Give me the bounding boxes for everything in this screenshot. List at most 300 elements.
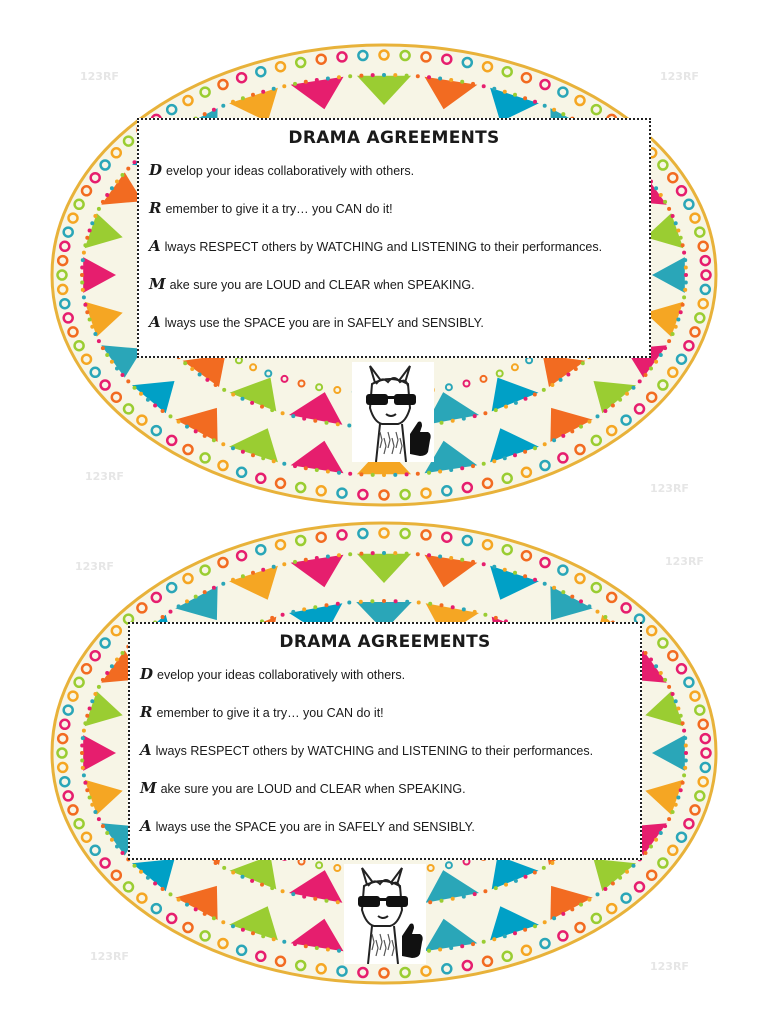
string-dot bbox=[90, 803, 94, 807]
string-dot bbox=[492, 565, 496, 569]
string-dot bbox=[82, 729, 86, 733]
string-dot bbox=[315, 468, 319, 472]
string-dot bbox=[304, 944, 308, 948]
string-dot bbox=[416, 552, 420, 556]
string-dot bbox=[632, 386, 636, 390]
string-dot bbox=[542, 388, 546, 392]
string-dot bbox=[81, 766, 85, 770]
string-dot bbox=[183, 361, 187, 365]
string-dot bbox=[304, 558, 308, 562]
string-dot bbox=[473, 414, 477, 418]
string-dot bbox=[574, 367, 578, 371]
watermark: 123RF bbox=[665, 555, 704, 568]
string-dot bbox=[427, 949, 431, 953]
watermark: 123RF bbox=[90, 950, 129, 963]
string-dot bbox=[212, 438, 216, 442]
string-dot bbox=[315, 946, 319, 950]
string-dot bbox=[105, 193, 109, 197]
string-dot bbox=[417, 601, 421, 605]
string-dot bbox=[326, 470, 330, 474]
string-dot bbox=[83, 243, 87, 247]
string-dot bbox=[471, 82, 475, 86]
rule-text: lways use the SPACE you are in SAFELY and SENSIBLY. bbox=[164, 316, 484, 330]
rules-list bbox=[140, 664, 630, 854]
string-dot bbox=[115, 180, 119, 184]
string-dot bbox=[674, 325, 678, 329]
string-dot bbox=[494, 616, 498, 620]
watermark: 123RF bbox=[85, 470, 124, 483]
string-dot bbox=[393, 551, 397, 555]
string-dot bbox=[533, 393, 537, 397]
string-dot bbox=[282, 84, 286, 88]
string-dot bbox=[337, 75, 341, 79]
string-dot bbox=[579, 599, 583, 603]
string-dot bbox=[451, 419, 455, 423]
string-dot bbox=[649, 845, 653, 849]
rule-initial: R bbox=[140, 703, 153, 721]
string-dot bbox=[566, 373, 570, 377]
string-dot bbox=[251, 931, 255, 935]
string-dot bbox=[221, 920, 225, 924]
string-dot bbox=[667, 207, 671, 211]
string-dot bbox=[203, 912, 207, 916]
string-dot bbox=[492, 937, 496, 941]
watermark: 123RF bbox=[660, 70, 699, 83]
rule-item bbox=[149, 160, 639, 198]
string-dot bbox=[90, 325, 94, 329]
rule-item bbox=[140, 664, 630, 702]
string-dot bbox=[88, 796, 92, 800]
string-dot bbox=[185, 903, 189, 907]
watermark: 123RF bbox=[650, 960, 689, 973]
string-dot bbox=[667, 685, 671, 689]
string-dot bbox=[671, 810, 675, 814]
string-dot bbox=[161, 887, 165, 891]
string-dot bbox=[81, 736, 85, 740]
string-dot bbox=[428, 602, 432, 606]
string-dot bbox=[471, 560, 475, 564]
string-dot bbox=[81, 258, 85, 262]
string-dot bbox=[649, 367, 653, 371]
string-dot bbox=[359, 600, 363, 604]
string-dot bbox=[121, 651, 125, 655]
string-dot bbox=[126, 167, 130, 171]
string-dot bbox=[561, 590, 565, 594]
string-dot bbox=[684, 281, 688, 285]
string-dot bbox=[270, 408, 274, 412]
string-dot bbox=[674, 699, 678, 703]
sunglasses-left bbox=[366, 394, 388, 405]
string-dot bbox=[115, 658, 119, 662]
string-dot bbox=[93, 332, 97, 336]
string-dot bbox=[304, 466, 308, 470]
rule-text: ake sure you are LOUD and CLEAR when SPEAKING. bbox=[160, 782, 466, 796]
string-dot bbox=[679, 788, 683, 792]
string-dot bbox=[427, 471, 431, 475]
agreements-panel bbox=[128, 622, 642, 860]
string-dot bbox=[241, 397, 245, 401]
string-dot bbox=[683, 766, 687, 770]
string-dot bbox=[97, 685, 101, 689]
agreement-card-bottom bbox=[0, 518, 768, 988]
string-dot bbox=[440, 421, 444, 425]
string-dot bbox=[543, 920, 547, 924]
string-dot bbox=[169, 414, 173, 418]
string-dot bbox=[676, 318, 680, 322]
string-dot bbox=[293, 560, 297, 564]
rule-initial: R bbox=[149, 199, 162, 217]
string-dot bbox=[438, 470, 442, 474]
string-dot bbox=[90, 221, 94, 225]
string-dot bbox=[659, 193, 663, 197]
sunglasses-right bbox=[394, 394, 416, 405]
string-dot bbox=[494, 886, 498, 890]
string-dot bbox=[542, 866, 546, 870]
string-dot bbox=[596, 892, 600, 896]
string-dot bbox=[194, 907, 198, 911]
string-dot bbox=[348, 552, 352, 556]
string-dot bbox=[370, 599, 374, 603]
string-dot bbox=[115, 845, 119, 849]
string-dot bbox=[80, 266, 84, 270]
string-dot bbox=[348, 74, 352, 78]
string-dot bbox=[101, 200, 105, 204]
string-dot bbox=[533, 578, 537, 582]
sunglasses-left bbox=[358, 896, 380, 907]
string-dot bbox=[676, 707, 680, 711]
rule-initial: D bbox=[140, 665, 154, 683]
string-dot bbox=[405, 600, 409, 604]
string-dot bbox=[214, 383, 218, 387]
string-dot bbox=[139, 870, 143, 874]
string-dot bbox=[503, 456, 507, 460]
string-dot bbox=[169, 892, 173, 896]
string-dot bbox=[281, 889, 285, 893]
string-dot bbox=[579, 903, 583, 907]
string-dot bbox=[203, 112, 207, 116]
string-dot bbox=[110, 186, 114, 190]
string-dot bbox=[281, 613, 285, 617]
string-dot bbox=[337, 471, 341, 475]
string-dot bbox=[427, 553, 431, 557]
string-dot bbox=[121, 173, 125, 177]
string-dot bbox=[681, 303, 685, 307]
string-dot bbox=[371, 551, 375, 555]
string-dot bbox=[570, 429, 574, 433]
string-dot bbox=[212, 586, 216, 590]
string-dot bbox=[90, 699, 94, 703]
string-dot bbox=[579, 425, 583, 429]
string-dot bbox=[683, 258, 687, 262]
string-dot bbox=[105, 353, 109, 357]
string-dot bbox=[671, 214, 675, 218]
string-dot bbox=[85, 310, 89, 314]
string-dot bbox=[603, 409, 607, 413]
string-dot bbox=[659, 353, 663, 357]
string-dot bbox=[315, 556, 319, 560]
string-dot bbox=[281, 411, 285, 415]
string-dot bbox=[681, 243, 685, 247]
string-dot bbox=[533, 871, 537, 875]
string-dot bbox=[587, 604, 591, 608]
string-dot bbox=[471, 464, 475, 468]
string-dot bbox=[231, 446, 235, 450]
watermark: 123RF bbox=[650, 482, 689, 495]
string-dot bbox=[482, 562, 486, 566]
string-dot bbox=[205, 378, 209, 382]
string-dot bbox=[359, 552, 363, 556]
string-dot bbox=[625, 870, 629, 874]
string-dot bbox=[684, 744, 688, 748]
string-dot bbox=[251, 453, 255, 457]
string-dot bbox=[146, 398, 150, 402]
sunglasses-bridge bbox=[386, 396, 396, 399]
string-dot bbox=[524, 875, 528, 879]
string-dot bbox=[371, 473, 375, 477]
string-dot bbox=[325, 899, 329, 903]
sunglasses-right bbox=[386, 896, 408, 907]
string-dot bbox=[110, 664, 114, 668]
string-dot bbox=[221, 582, 225, 586]
string-dot bbox=[523, 928, 527, 932]
string-dot bbox=[313, 897, 317, 901]
string-dot bbox=[449, 556, 453, 560]
string-dot bbox=[427, 75, 431, 79]
rule-text: lways use the SPACE you are in SAFELY and SENSIBLY. bbox=[155, 820, 475, 834]
string-dot bbox=[382, 473, 386, 477]
string-dot bbox=[682, 295, 686, 299]
string-dot bbox=[682, 773, 686, 777]
string-dot bbox=[291, 414, 295, 418]
string-dot bbox=[282, 462, 286, 466]
string-dot bbox=[133, 386, 137, 390]
string-dot bbox=[596, 610, 600, 614]
string-dot bbox=[632, 864, 636, 868]
string-dot bbox=[153, 404, 157, 408]
string-dot bbox=[250, 401, 254, 405]
string-dot bbox=[649, 658, 653, 662]
string-dot bbox=[177, 898, 181, 902]
string-dot bbox=[198, 373, 202, 377]
string-dot bbox=[654, 664, 658, 668]
string-dot bbox=[115, 367, 119, 371]
string-dot bbox=[552, 438, 556, 442]
string-dot bbox=[514, 401, 518, 405]
string-dot bbox=[82, 251, 86, 255]
string-dot bbox=[550, 861, 554, 865]
string-dot bbox=[438, 555, 442, 559]
rules-list bbox=[149, 160, 639, 350]
string-dot bbox=[663, 824, 667, 828]
string-dot bbox=[550, 383, 554, 387]
string-dot bbox=[133, 864, 137, 868]
rule-text: emember to give it a try… you CAN do it! bbox=[156, 706, 384, 720]
string-dot bbox=[293, 942, 297, 946]
agreement-card-top bbox=[0, 40, 768, 510]
string-dot bbox=[663, 200, 667, 204]
string-dot bbox=[203, 590, 207, 594]
string-dot bbox=[81, 288, 85, 292]
rule-item bbox=[140, 702, 630, 740]
string-dot bbox=[581, 361, 585, 365]
string-dot bbox=[302, 607, 306, 611]
rule-initial: M bbox=[140, 779, 157, 797]
string-dot bbox=[438, 77, 442, 81]
string-dot bbox=[371, 73, 375, 77]
string-dot bbox=[503, 934, 507, 938]
string-dot bbox=[241, 875, 245, 879]
string-dot bbox=[684, 266, 688, 270]
string-dot bbox=[194, 429, 198, 433]
string-dot bbox=[683, 288, 687, 292]
string-dot bbox=[282, 940, 286, 944]
string-dot bbox=[473, 610, 477, 614]
string-dot bbox=[97, 817, 101, 821]
string-dot bbox=[451, 605, 455, 609]
string-dot bbox=[638, 379, 642, 383]
string-dot bbox=[514, 879, 518, 883]
rule-initial: M bbox=[149, 275, 166, 293]
string-dot bbox=[625, 392, 629, 396]
string-dot bbox=[552, 916, 556, 920]
string-dot bbox=[492, 459, 496, 463]
string-dot bbox=[241, 450, 245, 454]
string-dot bbox=[153, 882, 157, 886]
string-dot bbox=[471, 942, 475, 946]
string-dot bbox=[272, 87, 276, 91]
string-dot bbox=[293, 464, 297, 468]
card-title: DRAMA AGREEMENTS bbox=[288, 128, 500, 148]
string-dot bbox=[110, 360, 114, 364]
string-dot bbox=[222, 388, 226, 392]
string-dot bbox=[504, 405, 508, 409]
string-dot bbox=[251, 93, 255, 97]
string-dot bbox=[654, 838, 658, 842]
string-dot bbox=[302, 417, 306, 421]
string-dot bbox=[203, 434, 207, 438]
string-dot bbox=[460, 466, 464, 470]
string-dot bbox=[451, 897, 455, 901]
string-dot bbox=[570, 595, 574, 599]
string-dot bbox=[382, 551, 386, 555]
string-dot bbox=[347, 424, 351, 428]
string-dot bbox=[221, 442, 225, 446]
string-dot bbox=[251, 571, 255, 575]
string-dot bbox=[80, 273, 84, 277]
string-dot bbox=[93, 810, 97, 814]
string-dot bbox=[681, 781, 685, 785]
string-dot bbox=[80, 759, 84, 763]
string-dot bbox=[460, 80, 464, 84]
string-dot bbox=[684, 759, 688, 763]
string-dot bbox=[121, 851, 125, 855]
string-dot bbox=[139, 392, 143, 396]
string-dot bbox=[676, 229, 680, 233]
string-dot bbox=[482, 940, 486, 944]
string-dot bbox=[513, 931, 517, 935]
string-dot bbox=[460, 558, 464, 562]
string-dot bbox=[101, 824, 105, 828]
string-dot bbox=[282, 562, 286, 566]
string-dot bbox=[85, 788, 89, 792]
string-dot bbox=[241, 928, 245, 932]
rule-item bbox=[149, 236, 639, 274]
string-dot bbox=[659, 671, 663, 675]
string-dot bbox=[674, 803, 678, 807]
string-dot bbox=[449, 78, 453, 82]
string-dot bbox=[93, 214, 97, 218]
string-dot bbox=[313, 419, 317, 423]
string-dot bbox=[291, 610, 295, 614]
string-dot bbox=[83, 303, 87, 307]
string-dot bbox=[348, 472, 352, 476]
string-dot bbox=[462, 607, 466, 611]
string-dot bbox=[405, 74, 409, 78]
string-dot bbox=[654, 360, 658, 364]
rule-initial: A bbox=[140, 741, 152, 759]
string-dot bbox=[523, 574, 527, 578]
string-dot bbox=[88, 707, 92, 711]
string-dot bbox=[428, 900, 432, 904]
string-dot bbox=[97, 339, 101, 343]
string-dot bbox=[684, 751, 688, 755]
string-dot bbox=[241, 574, 245, 578]
string-dot bbox=[326, 948, 330, 952]
string-dot bbox=[503, 568, 507, 572]
sunglasses-bridge bbox=[378, 898, 388, 901]
llama-with-sunglasses-icon bbox=[352, 362, 434, 462]
card-title: DRAMA AGREEMENTS bbox=[279, 632, 491, 652]
string-dot bbox=[644, 651, 648, 655]
string-dot bbox=[416, 74, 420, 78]
string-dot bbox=[667, 817, 671, 821]
string-dot bbox=[304, 80, 308, 84]
string-dot bbox=[185, 425, 189, 429]
string-dot bbox=[561, 434, 565, 438]
string-dot bbox=[611, 882, 615, 886]
string-dot bbox=[82, 295, 86, 299]
string-dot bbox=[82, 773, 86, 777]
string-dot bbox=[603, 615, 607, 619]
string-dot bbox=[440, 603, 444, 607]
string-dot bbox=[671, 692, 675, 696]
string-dot bbox=[462, 417, 466, 421]
rule-item bbox=[140, 816, 630, 854]
string-dot bbox=[93, 692, 97, 696]
string-dot bbox=[101, 346, 105, 350]
string-dot bbox=[337, 949, 341, 953]
string-dot bbox=[185, 599, 189, 603]
string-dot bbox=[618, 876, 622, 880]
string-dot bbox=[438, 948, 442, 952]
string-dot bbox=[570, 907, 574, 911]
string-dot bbox=[270, 616, 274, 620]
string-dot bbox=[462, 895, 466, 899]
string-dot bbox=[513, 453, 517, 457]
string-dot bbox=[543, 104, 547, 108]
string-dot bbox=[83, 721, 87, 725]
string-dot bbox=[260, 405, 264, 409]
string-dot bbox=[667, 339, 671, 343]
string-dot bbox=[313, 605, 317, 609]
string-dot bbox=[644, 373, 648, 377]
string-dot bbox=[272, 459, 276, 463]
string-dot bbox=[336, 900, 340, 904]
rule-item bbox=[149, 312, 639, 350]
llama-with-sunglasses-icon bbox=[344, 864, 426, 964]
rule-text: lways RESPECT others by WATCHING and LISTENING to their performances. bbox=[155, 744, 594, 758]
string-dot bbox=[611, 404, 615, 408]
